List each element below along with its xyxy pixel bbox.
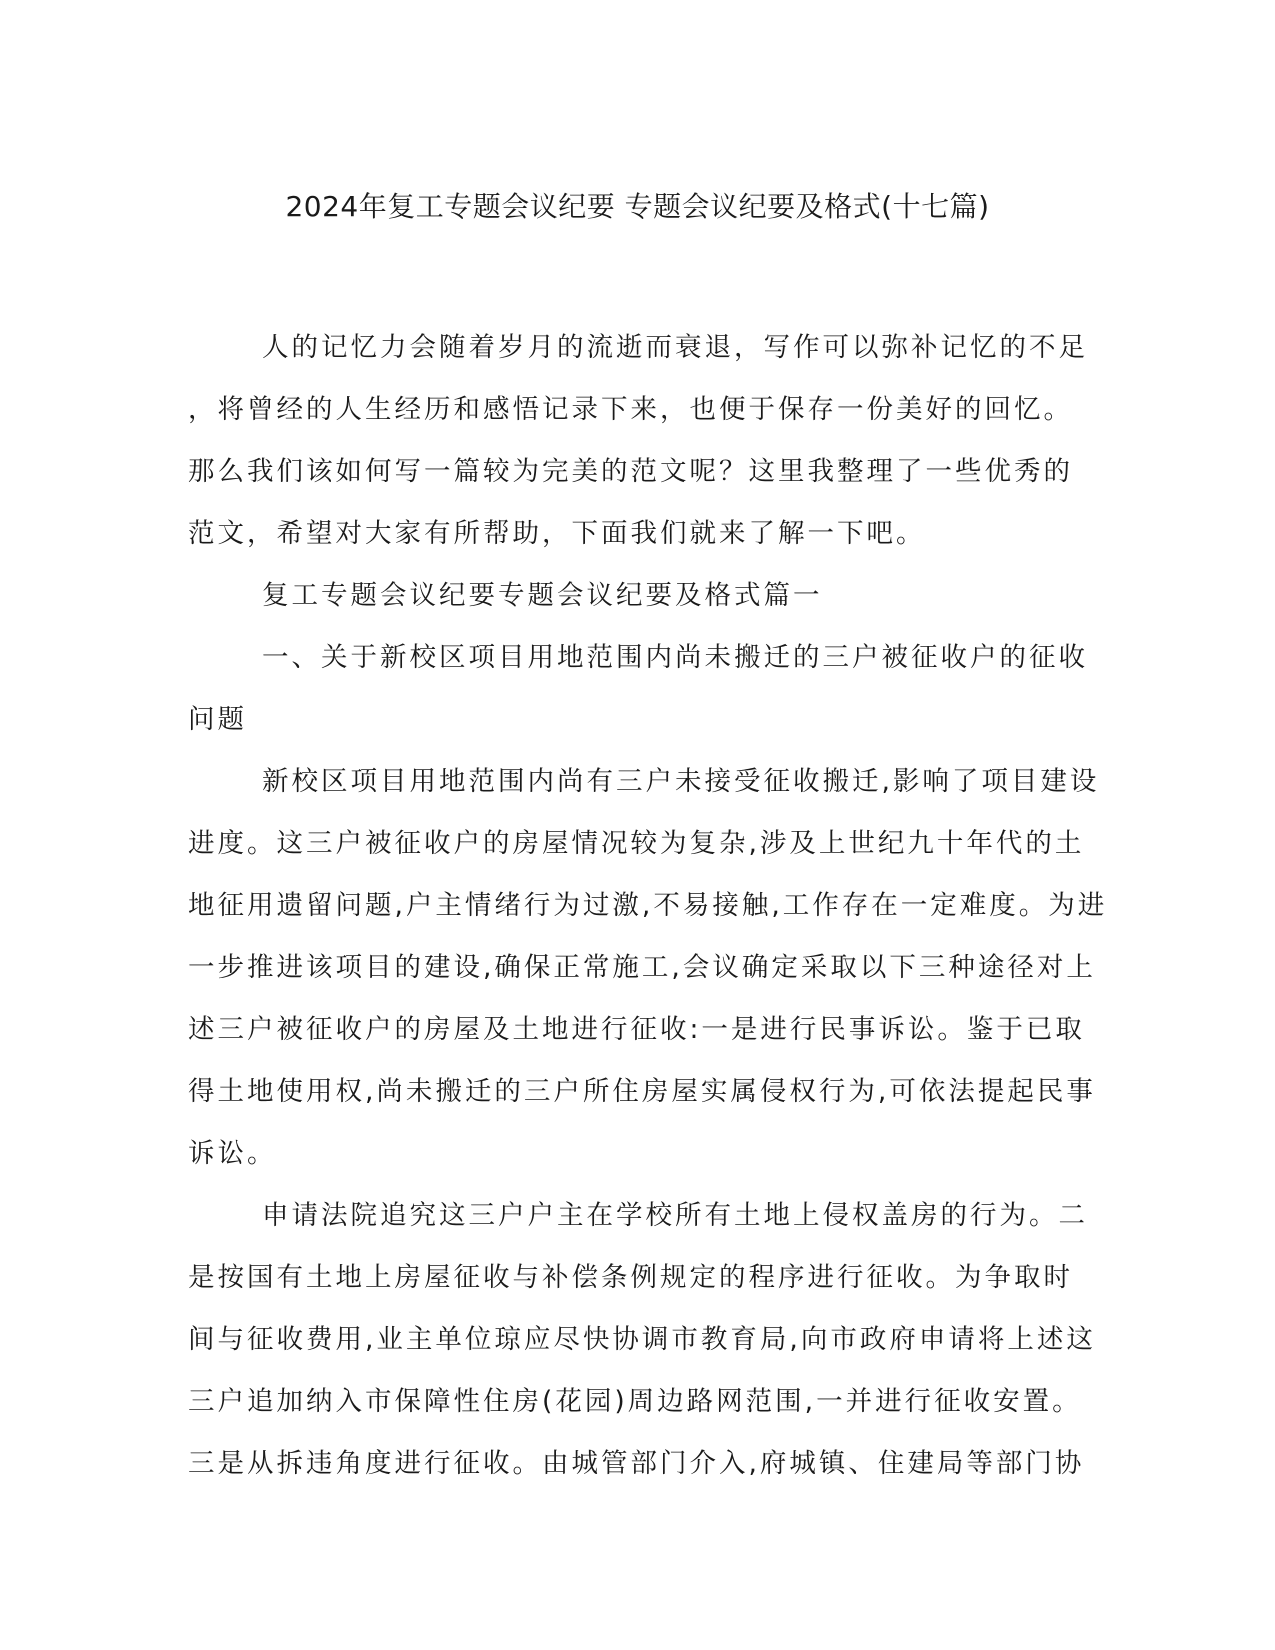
paragraph-line: 一步推进该项目的建设,确保正常施工,会议确定采取以下三种途径对上 xyxy=(188,952,1096,983)
section-heading: 复工专题会议纪要专题会议纪要及格式篇一 xyxy=(262,580,823,611)
paragraph-line: 进度。这三户被征收户的房屋情况较为复杂,涉及上世纪九十年代的土 xyxy=(188,828,1085,859)
document-title: 2024年复工专题会议纪要 专题会议纪要及格式(十七篇) xyxy=(285,190,990,223)
paragraph-line: 述三户被征收户的房屋及土地进行征收:一是进行民事诉讼。鉴于已取 xyxy=(188,1014,1085,1045)
paragraph-line: 间与征收费用,业主单位琼应尽快协调市教育局,向市政府申请将上述这 xyxy=(188,1324,1096,1355)
paragraph-line: 问题 xyxy=(188,704,247,735)
paragraph-line: 三是从拆违角度进行征收。由城管部门介入,府城镇、住建局等部门协 xyxy=(188,1448,1085,1479)
paragraph-line: 地征用遗留问题,户主情绪行为过激,不易接触,工作存在一定难度。为进 xyxy=(188,890,1108,921)
paragraph-line: ，将曾经的人生经历和感悟记录下来，也便于保存一份美好的回忆。 xyxy=(188,394,1073,425)
paragraph-line: 一、关于新校区项目用地范围内尚未搬迁的三户被征收户的征收 xyxy=(262,642,1088,673)
paragraph-line: 新校区项目用地范围内尚有三户未接受征收搬迁,影响了项目建设 xyxy=(262,766,1100,797)
paragraph-line: 那么我们该如何写一篇较为完美的范文呢？这里我整理了一些优秀的 xyxy=(188,456,1073,487)
document-body xyxy=(188,328,1108,1506)
paragraph-line: 范文，希望对大家有所帮助，下面我们就来了解一下吧。 xyxy=(188,518,926,549)
paragraph-line: 诉讼。 xyxy=(188,1138,277,1169)
paragraph-line: 申请法院追究这三户户主在学校所有土地上侵权盖房的行为。二 xyxy=(262,1200,1088,1231)
paragraph-line: 得土地使用权,尚未搬迁的三户所住房屋实属侵权行为,可依法提起民事 xyxy=(188,1076,1096,1107)
paragraph-line: 是按国有土地上房屋征收与补偿条例规定的程序进行征收。为争取时 xyxy=(188,1262,1073,1293)
paragraph-line: 三户追加纳入市保障性住房(花园)周边路网范围,一并进行征收安置。 xyxy=(188,1386,1082,1417)
paragraph-line: 人的记忆力会随着岁月的流逝而衰退，写作可以弥补记忆的不足 xyxy=(262,332,1088,363)
